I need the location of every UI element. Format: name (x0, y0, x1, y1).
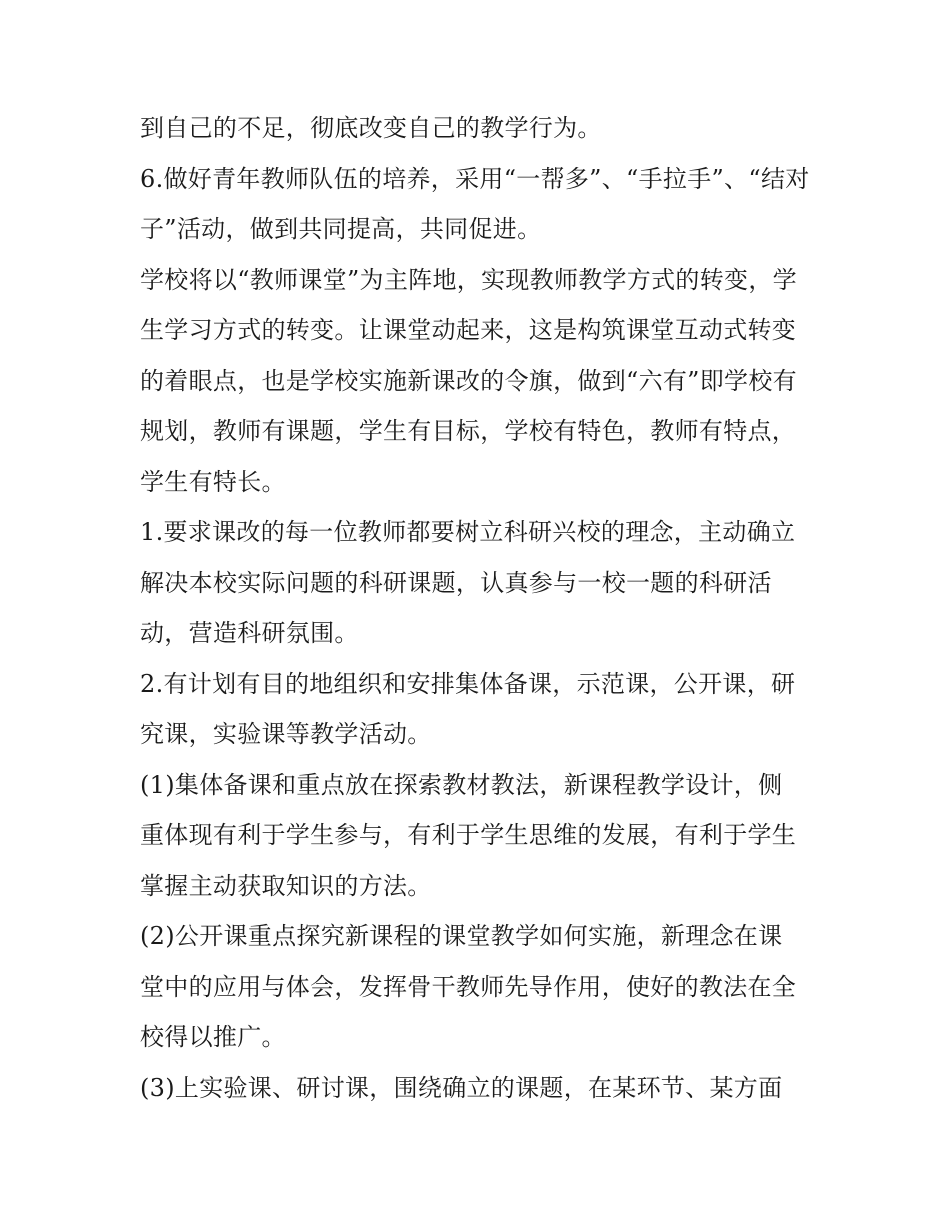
paragraph-p2 (140, 154, 820, 255)
text-line: 究课，实验课等教学活动。 (140, 720, 432, 748)
paragraph-p8 (140, 1063, 820, 1114)
text-line: 生学习方式的转变。让课堂动起来，这是构筑课堂互动式转变 (140, 316, 797, 344)
text-line: (3)上实验课、研讨课，围绕确立的课题，在某环节、某方面 (140, 1073, 783, 1102)
text-line: 校得以推广。 (140, 1023, 286, 1051)
text-line: 重体现有利于学生参与，有利于学生思维的发展，有利于学生 (140, 821, 797, 849)
text-line: 子”活动，做到共同提高，共同促进。 (140, 215, 542, 243)
text-line: (1)集体备课和重点放在探索教材教法，新课程教学设计，侧 (140, 770, 783, 799)
text-line: (2)公开课重点探究新课程的课堂教学如何实施，新理念在课 (140, 922, 783, 950)
paragraph-p4 (140, 507, 820, 659)
text-line: 到自己的不足，彻底改变自己的教学行为。 (140, 114, 602, 142)
paragraph-p5 (140, 659, 820, 760)
text-line: 的着眼点，也是学校实施新课改的令旗，做到“六有”即学校有 (140, 366, 797, 395)
text-line: 规划，教师有课题，学生有目标，学校有特色，教师有特点， (140, 417, 797, 445)
text-line: 堂中的应用与体会，发挥骨干教师先导作用，使好的教法在全 (140, 972, 797, 1001)
text-line: 2.有计划有目的地组织和安排集体备课，示范课，公开课，研 (140, 669, 796, 698)
document-body (140, 103, 820, 1113)
text-line: 动，营造科研氛围。 (140, 619, 359, 647)
paragraph-p1 (140, 103, 820, 154)
paragraph-p3 (140, 255, 820, 508)
text-line: 1.要求课改的每一位教师都要树立科研兴校的理念，主动确立 (140, 518, 796, 546)
text-line: 掌握主动获取知识的方法。 (140, 871, 432, 900)
text-line: 学生有特长。 (140, 467, 286, 496)
paragraph-p7 (140, 911, 820, 1063)
text-line: 解决本校实际问题的科研课题，认真参与一校一题的科研活 (140, 568, 772, 597)
text-line: 6.做好青年教师队伍的培养，采用“一帮多”、“手拉手”、“结对 (140, 164, 810, 193)
paragraph-p6 (140, 760, 820, 912)
text-line: 学校将以“教师课堂”为主阵地，实现教师教学方式的转变，学 (140, 265, 797, 294)
